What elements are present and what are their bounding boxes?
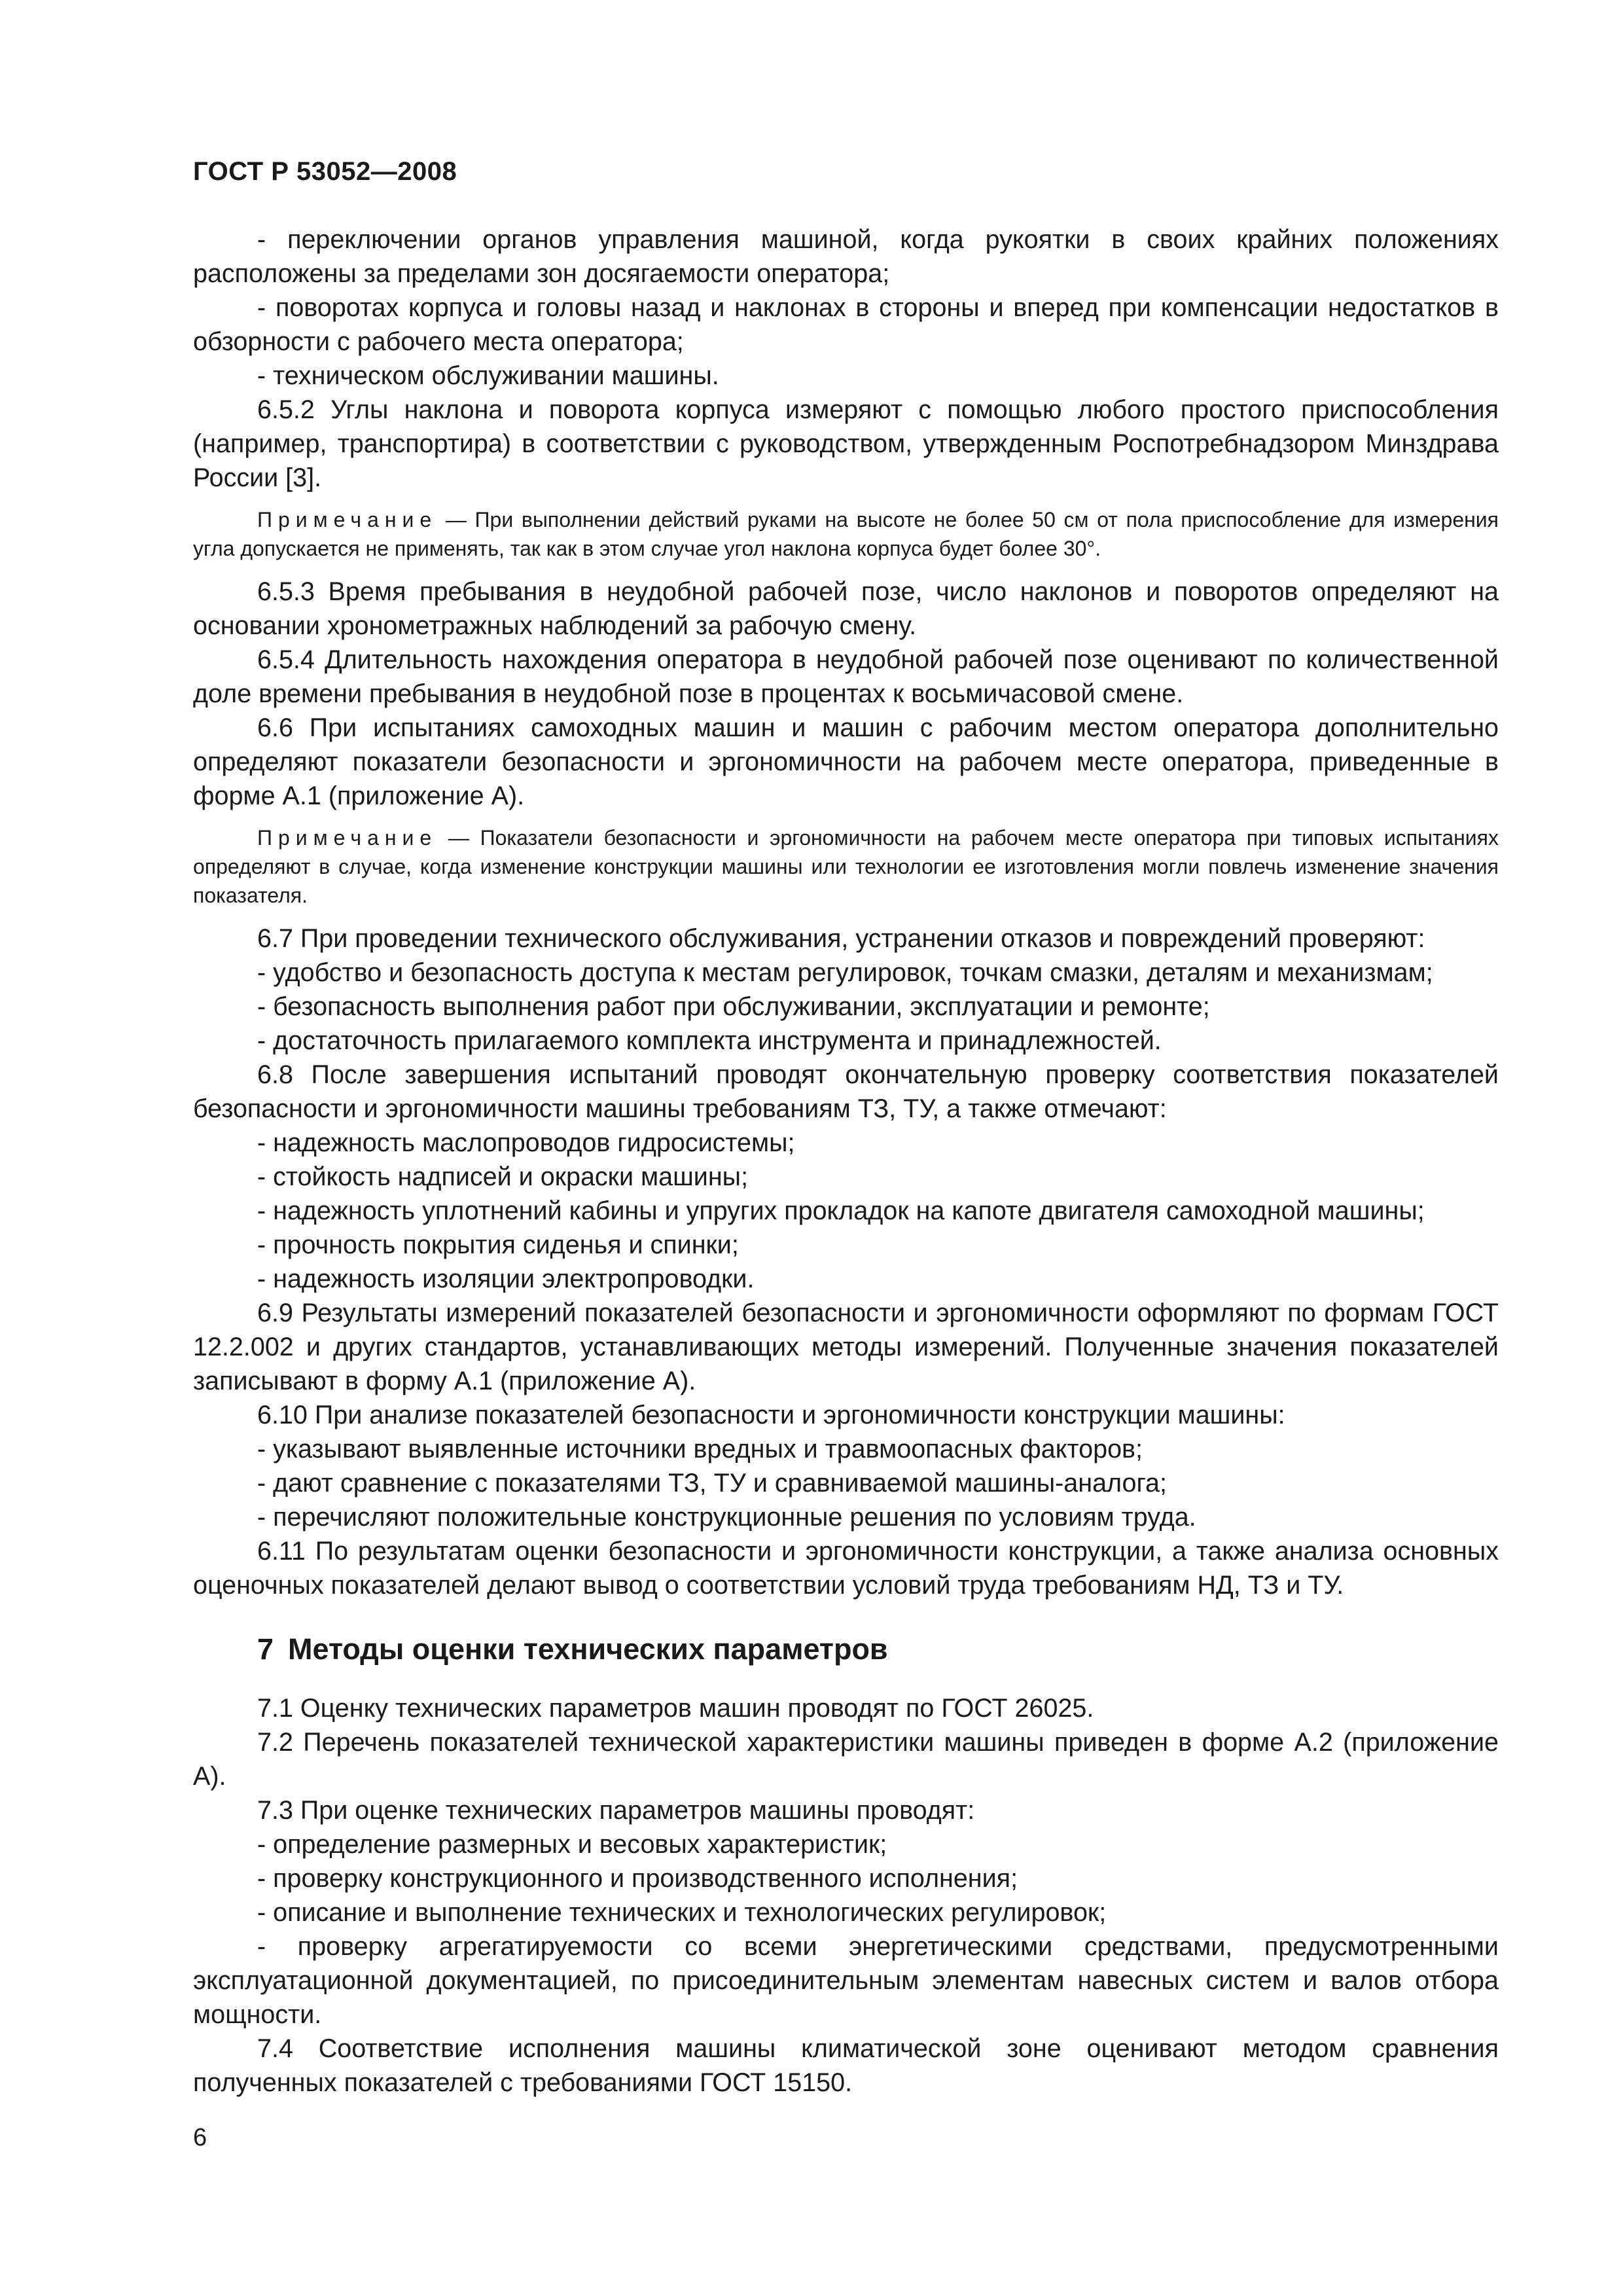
note-text: — Показатели безопасности и эргономичности на рабочем месте оператора при типовых испытаниях определяют в случае, когда изменение конструкции машины или технологии ее изготовления могли повлечь изменение значения показателя.	[193, 826, 1499, 907]
paragraph: 6.8 После завершения испытаний проводят окончательную проверку соответствия показателей безопасности и эргономичности машины требованиям ТЗ, ТУ, а также отмечают:	[193, 1060, 1499, 1123]
section-heading	[193, 1631, 1499, 1668]
paragraph: 6.10 При анализе показателей безопасности и эргономичности конструкции машины:	[257, 1401, 1285, 1429]
note	[193, 823, 1499, 910]
paragraph: 6.6 При испытаниях самоходных машин и машин с рабочим местом оператора дополнительно определяют показатели безопасности и эргономичности на рабочем месте оператора, приведенные в форме А.1 (приложение А).	[193, 713, 1499, 810]
paragraph: - проверку конструкционного и производственного исполнения;	[257, 1864, 1018, 1893]
paragraph: 6.5.2 Углы наклона и поворота корпуса измеряют с помощью любого простого приспособления (например, транспортира) в соответствии с руководством, утвержденным Роспотребнадзором Минздрава России [3].	[193, 395, 1499, 492]
paragraph: 6.11 По результатам оценки безопасности и эргономичности конструкции, а также анализа основных оценочных показателей делают вывод о соответствии условий труда требованиям НД, ТЗ и ТУ.	[193, 1537, 1499, 1600]
paragraph: - удобство и безопасность доступа к местам регулировок, точкам смазки, деталям и механизмам;	[257, 958, 1433, 987]
note	[193, 505, 1499, 563]
paragraph: - указывают выявленные источники вредных и травмоопасных факторов;	[257, 1435, 1143, 1463]
paragraph: - проверку агрегатируемости со всеми энергетическими средствами, предусмотренными эксплуатационной документацией, по присоединительным элементам навесных систем и валов отбора мощности.	[193, 1932, 1499, 2029]
paragraph: - дают сравнение с показателями ТЗ, ТУ и сравниваемой машины-аналога;	[257, 1469, 1167, 1498]
note-label: Примечание	[257, 508, 438, 531]
paragraph: - техническом обслуживании машины.	[257, 361, 719, 390]
paragraph: - достаточность прилагаемого комплекта инструмента и принадлежностей.	[257, 1026, 1162, 1055]
page-number: 6	[193, 2124, 207, 2151]
paragraph: 6.9 Результаты измерений показателей безопасности и эргономичности оформляют по формам ГОСТ 12.2.002 и других стандартов, устанавливающих методы измерений. Полученные значения показателей записывают в форму А.1 (приложение А).	[193, 1299, 1499, 1395]
note-label: Примечание	[257, 826, 438, 850]
paragraph: - определение размерных и весовых характеристик;	[257, 1830, 887, 1859]
note-text: — При выполнении действий руками на высоте не более 50 см от пола приспособление для измерения угла допускается не применять, так как в этом случае угол наклона корпуса будет более 30°.	[193, 508, 1499, 560]
document-code-header: ГОСТ Р 53052—2008	[193, 157, 457, 186]
paragraph: - безопасность выполнения работ при обслуживании, эксплуатации и ремонте;	[257, 992, 1210, 1021]
paragraph: - перечисляют положительные конструкционные решения по условиям труда.	[257, 1503, 1196, 1532]
paragraph: - прочность покрытия сиденья и спинки;	[257, 1230, 739, 1259]
paragraph: - переключении органов управления машиной, когда рукоятки в своих крайних положениях расположены за пределами зон досягаемости оператора;	[193, 225, 1499, 288]
paragraph: - описание и выполнение технических и технологических регулировок;	[257, 1898, 1107, 1927]
document-body	[193, 223, 1499, 2100]
paragraph: 6.7 При проведении технического обслуживания, устранении отказов и повреждений проверяют:	[257, 924, 1425, 953]
paragraph: - надежность уплотнений кабины и упругих прокладок на капоте двигателя самоходной машины;	[257, 1196, 1425, 1225]
paragraph: 7.3 При оценке технических параметров машины проводят:	[257, 1796, 975, 1825]
paragraph: 6.5.3 Время пребывания в неудобной рабочей позе, число наклонов и поворотов определяют на основании хронометражных наблюдений за рабочую смену.	[193, 577, 1499, 640]
paragraph: 6.5.4 Длительность нахождения оператора в неудобной рабочей позе оценивают по количественной доле времени пребывания в неудобной позе в процентах к восьмичасовой смене.	[193, 645, 1499, 708]
section-title-text: Методы оценки технических параметров	[288, 1632, 888, 1666]
paragraph: 7.1 Оценку технических параметров машин проводят по ГОСТ 26025.	[257, 1694, 1094, 1723]
paragraph: - надежность изоляции электропроводки.	[257, 1265, 755, 1293]
paragraph: 7.4 Соответствие исполнения машины климатической зоне оценивают методом сравнения полученных показателей с требованиями ГОСТ 15150.	[193, 2034, 1499, 2097]
paragraph: - поворотах корпуса и головы назад и наклонах в стороны и вперед при компенсации недостатков в обзорности с рабочего места оператора;	[193, 293, 1499, 356]
paragraph: - надежность маслопроводов гидросистемы;	[257, 1128, 795, 1157]
paragraph: - стойкость надписей и окраски машины;	[257, 1162, 749, 1191]
section-number: 7	[257, 1632, 274, 1666]
paragraph: 7.2 Перечень показателей технической характеристики машины приведен в форме А.2 (приложение А).	[193, 1728, 1499, 1791]
